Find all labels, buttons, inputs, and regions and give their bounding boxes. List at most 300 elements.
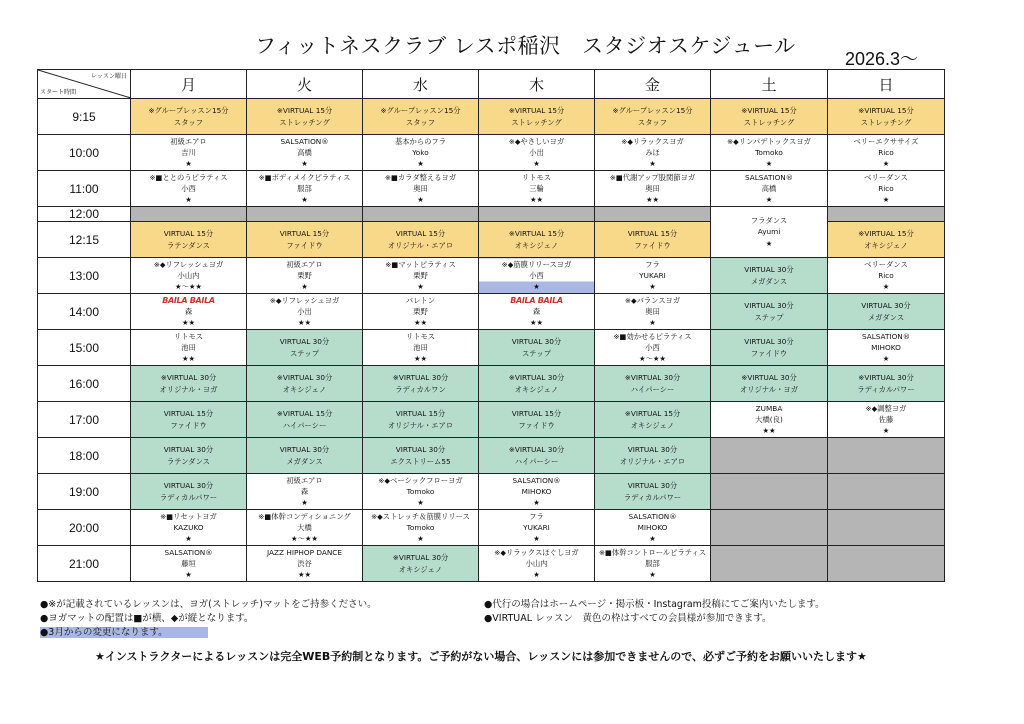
- lesson-instructor: 服部: [297, 183, 312, 193]
- lesson-intensity: ★: [185, 195, 192, 205]
- lesson-instructor: 池田: [413, 342, 428, 352]
- lesson-instructor: 奥田: [413, 183, 428, 193]
- lesson-instructor: オキシジェノ: [514, 240, 559, 250]
- lesson-instructor: ファイドウ: [286, 240, 323, 250]
- lesson-instructor: 藤垣: [181, 558, 196, 568]
- lesson-cell-fri: [595, 330, 711, 366]
- lesson-cell-wed: [363, 330, 479, 366]
- lesson-instructor: メガダンス: [286, 456, 323, 466]
- lesson-intensity: ★: [301, 159, 308, 169]
- lesson-intensity: ★: [533, 282, 540, 292]
- schedule-row: [38, 207, 945, 222]
- lesson-name: ベリーエクササイズ: [853, 136, 919, 146]
- time-cell: 15:00: [38, 330, 131, 366]
- lesson-instructor: 佐藤: [878, 414, 894, 424]
- note-mat: ●※が記載されているレッスンは、ヨガ(ストレッチ)マットをご持参ください。: [40, 599, 377, 610]
- lesson-cell-sat: [711, 99, 828, 135]
- lesson-cell-sun: [828, 546, 945, 582]
- lesson-instructor: 小山内: [525, 558, 548, 568]
- notes-left: [40, 598, 377, 640]
- lesson-cell-wed: [363, 99, 479, 135]
- lesson-cell-mon: [131, 402, 247, 438]
- lesson-cell-tue: [247, 402, 363, 438]
- lesson-name: ※VIRTUAL 15分: [858, 106, 914, 116]
- lesson-name: ※VIRTUAL 15分: [624, 409, 681, 419]
- time-cell: 12:15: [38, 222, 131, 258]
- lesson-cell-tue: [247, 294, 363, 330]
- lesson-name: ※VIRTUAL 30分: [624, 373, 681, 383]
- lesson-name: バレトン: [405, 295, 436, 305]
- reservation-notice: ★インストラクターによるレッスンは完全WEB予約制となります。ご予約がない場合、レッスンには参加できませんので、必ずご予約をお願いいたします★: [95, 650, 867, 663]
- lesson-name: VIRTUAL 15分: [395, 229, 446, 239]
- lesson-instructor: 奥田: [645, 183, 660, 193]
- lesson-cell-sun: [828, 171, 945, 207]
- corner-label-time: スタート時間: [40, 89, 77, 96]
- lesson-instructor: ファイドウ: [170, 420, 207, 430]
- schedule-row: [38, 402, 945, 438]
- lesson-cell-sat: [711, 207, 828, 258]
- lesson-instructor: オキシジェノ: [864, 240, 908, 250]
- lesson-cell-mon: [131, 294, 247, 330]
- lesson-name: ※VIRTUAL 30分: [508, 373, 565, 383]
- lesson-intensity: ★★: [181, 354, 196, 364]
- lesson-name: ※■代謝アップ股関節ヨガ: [609, 172, 696, 182]
- lesson-name: VIRTUAL 30分: [744, 265, 794, 275]
- lesson-name: フラダンス: [750, 216, 788, 226]
- lesson-cell-sun: [828, 510, 945, 546]
- lesson-instructor: ストレッチング: [511, 117, 562, 127]
- lesson-instructor: 小出: [529, 147, 544, 157]
- lesson-instructor: 奥田: [645, 306, 660, 316]
- time-cell: 19:00: [38, 474, 131, 510]
- lesson-cell-sat: [711, 258, 828, 294]
- lesson-intensity: ★: [301, 195, 308, 205]
- lesson-cell-mon: [131, 222, 247, 258]
- lesson-instructor: ステップ: [289, 348, 320, 358]
- lesson-name: JAZZ HIPHOP DANCE: [267, 547, 342, 557]
- lesson-intensity: ★～★★: [175, 282, 202, 292]
- lesson-cell-tue: [247, 258, 363, 294]
- time-cell: 12:00: [38, 207, 131, 222]
- lesson-intensity: ★: [301, 498, 308, 508]
- lesson-cell-fri: [595, 207, 711, 222]
- lesson-cell-sat: [711, 474, 828, 510]
- lesson-cell-sun: [828, 207, 945, 222]
- lesson-instructor: 森: [532, 306, 541, 316]
- lesson-cell-sat: [711, 438, 828, 474]
- lesson-intensity: ★: [649, 282, 656, 292]
- schedule-row: [38, 474, 945, 510]
- lesson-name: ※VIRTUAL 15分: [276, 409, 333, 419]
- lesson-cell-sun: [828, 438, 945, 474]
- lesson-intensity: ★: [649, 159, 656, 169]
- lesson-instructor: MIHOKO: [871, 342, 901, 352]
- lesson-name: ※◆リフレッシュヨガ: [153, 259, 224, 269]
- lesson-name: VIRTUAL 30分: [627, 481, 678, 491]
- lesson-name: VIRTUAL 15分: [511, 409, 562, 419]
- lesson-intensity: ★: [649, 318, 656, 328]
- lesson-instructor: ラディカルパワー: [623, 492, 682, 502]
- lesson-instructor: メガダンス: [867, 312, 905, 322]
- lesson-instructor: オリジナル・エアロ: [619, 456, 686, 466]
- corner-cell: [38, 70, 131, 99]
- lesson-name: VIRTUAL 15分: [163, 409, 214, 419]
- lesson-intensity: ★: [417, 534, 424, 544]
- lesson-cell-tue: [247, 135, 363, 171]
- lesson-instructor: 栗野: [413, 270, 428, 280]
- lesson-instructor: 高橋: [297, 147, 312, 157]
- lesson-instructor: ステップ: [521, 348, 552, 358]
- lesson-name: ※VIRTUAL 30分: [392, 373, 449, 383]
- lesson-name: ※■マットピラティス: [385, 259, 456, 269]
- lesson-intensity: ★★: [413, 318, 428, 328]
- lesson-instructor: ファイドウ: [518, 420, 555, 430]
- lesson-instructor: Rico: [878, 183, 894, 193]
- lesson-cell-fri: [595, 366, 711, 402]
- lesson-cell-thu: [479, 510, 595, 546]
- lesson-cell-thu: [479, 402, 595, 438]
- lesson-instructor: オキシジェノ: [514, 384, 559, 394]
- lesson-intensity: ★: [765, 195, 773, 205]
- lesson-instructor: 吉川: [181, 147, 196, 157]
- lesson-name: 基本からのフラ: [394, 136, 447, 146]
- schedule-table: [37, 69, 945, 582]
- lesson-intensity: ★: [185, 570, 192, 580]
- lesson-intensity: ★★: [529, 195, 544, 205]
- lesson-instructor: KAZUKO: [173, 522, 204, 532]
- lesson-cell-wed: [363, 135, 479, 171]
- lesson-name: ※VIRTUAL 30分: [276, 373, 333, 383]
- lesson-name: ※■カラダ整えるヨガ: [384, 172, 457, 182]
- lesson-cell-mon: [131, 135, 247, 171]
- notes-right: [484, 598, 825, 626]
- lesson-name: ※◆リラックスほぐしヨガ: [494, 547, 579, 557]
- lesson-name: ※◆リフレッシュヨガ: [269, 295, 340, 305]
- lesson-cell-sat: [711, 294, 828, 330]
- lesson-instructor: ラテンダンス: [167, 456, 210, 466]
- lesson-cell-sun: [828, 474, 945, 510]
- lesson-name: SALSATION®: [280, 136, 329, 146]
- lesson-cell-fri: [595, 222, 711, 258]
- lesson-cell-tue: [247, 510, 363, 546]
- lesson-instructor: 服部: [645, 558, 660, 568]
- lesson-intensity: ★: [185, 534, 192, 544]
- lesson-name: SALSATION®: [512, 475, 561, 485]
- lesson-instructor: オキシジェノ: [630, 420, 675, 430]
- lesson-name: ZUMBA: [755, 403, 783, 413]
- lesson-instructor: オリジナル・エアロ: [387, 420, 454, 430]
- schedule-row: [38, 366, 945, 402]
- lesson-cell-thu: [479, 366, 595, 402]
- lesson-cell-sat: [711, 135, 828, 171]
- lesson-instructor: 小西: [529, 270, 544, 280]
- lesson-instructor: Tomoko: [406, 522, 435, 532]
- lesson-instructor: ラディカルパワー: [857, 384, 915, 394]
- lesson-cell-wed: [363, 258, 479, 294]
- lesson-intensity: ★: [417, 282, 424, 292]
- lesson-intensity: ★: [882, 426, 890, 436]
- lesson-cell-wed: [363, 546, 479, 582]
- lesson-name: SALSATION®: [628, 511, 677, 521]
- lesson-cell-sat: [711, 510, 828, 546]
- lesson-name: VIRTUAL 15分: [627, 229, 678, 239]
- lesson-instructor: 森: [300, 486, 309, 496]
- day-header-wed: 水: [363, 70, 479, 99]
- day-header-mon: 月: [131, 70, 247, 99]
- lesson-instructor: ハイパーシー: [282, 420, 327, 430]
- lesson-instructor: ラディカルワン: [395, 384, 446, 394]
- lesson-instructor: オキシジェノ: [398, 564, 443, 574]
- lesson-name: VIRTUAL 30分: [511, 337, 562, 347]
- header-row: [38, 70, 945, 99]
- lesson-instructor: Tomoko: [755, 147, 783, 157]
- lesson-cell-sun: [828, 99, 945, 135]
- lesson-name: ※VIRTUAL 15分: [858, 229, 914, 239]
- lesson-instructor: エクストリーム55: [390, 456, 451, 466]
- lesson-intensity: ★: [649, 570, 656, 580]
- time-cell: 11:00: [38, 171, 131, 207]
- note-change-highlight: ●3月からの変更になります。: [40, 627, 208, 638]
- lesson-cell-fri: [595, 546, 711, 582]
- lesson-instructor: MIHOKO: [521, 486, 552, 496]
- lesson-name: ※◆リンパデトックスヨガ: [727, 136, 811, 146]
- lesson-cell-sat: [711, 330, 828, 366]
- lesson-intensity: ★: [301, 282, 308, 292]
- schedule-body: [38, 99, 945, 582]
- lesson-cell-fri: [595, 510, 711, 546]
- lesson-name: リトモス: [405, 331, 436, 341]
- schedule-row: [38, 510, 945, 546]
- lesson-name: VIRTUAL 30分: [744, 337, 794, 347]
- lesson-instructor: 渋谷: [297, 558, 312, 568]
- lesson-name: VIRTUAL 15分: [279, 229, 330, 239]
- lesson-cell-mon: [131, 510, 247, 546]
- lesson-cell-thu: [479, 546, 595, 582]
- lesson-instructor: 大橋: [297, 522, 312, 532]
- lesson-name: ※VIRTUAL 30分: [741, 373, 797, 383]
- lesson-name: 初級エアロ: [286, 259, 323, 269]
- time-cell: 17:00: [38, 402, 131, 438]
- lesson-name: ※◆ストレッチ＆筋膜リリース: [371, 511, 470, 521]
- lesson-cell-wed: [363, 222, 479, 258]
- lesson-cell-sun: [828, 294, 945, 330]
- lesson-name: リトモス: [173, 331, 204, 341]
- day-header-tue: 火: [247, 70, 363, 99]
- lesson-name: ※■効かせるピラティス: [613, 331, 692, 341]
- lesson-name: VIRTUAL 30分: [395, 445, 446, 455]
- lesson-instructor: オリジナル・エアロ: [387, 240, 454, 250]
- lesson-name: ※VIRTUAL 15分: [741, 106, 797, 116]
- lesson-instructor: みほ: [645, 147, 660, 157]
- lesson-name: SALSATION®: [861, 331, 911, 341]
- lesson-intensity: ★★: [762, 426, 776, 436]
- lesson-cell-wed: [363, 294, 479, 330]
- lesson-cell-thu: [479, 330, 595, 366]
- lesson-intensity: ★★: [645, 195, 660, 205]
- schedule-row: [38, 258, 945, 294]
- day-header-thu: 木: [479, 70, 595, 99]
- lesson-intensity: ★: [649, 534, 656, 544]
- lesson-instructor: 小西: [181, 183, 196, 193]
- page-title: フィットネスクラブ レスポ稲沢 スタジオスケジュール: [255, 34, 796, 58]
- lesson-intensity: ★: [882, 282, 890, 292]
- lesson-instructor: 小山内: [177, 270, 200, 280]
- lesson-cell-sat: [711, 366, 828, 402]
- lesson-name: VIRTUAL 30分: [279, 445, 330, 455]
- lesson-name: ※■体幹コントロールピラティス: [598, 547, 707, 557]
- lesson-instructor: ストレッチング: [860, 117, 912, 127]
- lesson-instructor: スタッフ: [173, 117, 204, 127]
- lesson-cell-fri: [595, 474, 711, 510]
- day-header-sun: 日: [828, 70, 945, 99]
- lesson-instructor: Rico: [878, 270, 894, 280]
- lesson-instructor: 栗野: [297, 270, 312, 280]
- lesson-intensity: ★: [765, 238, 773, 248]
- lesson-name: 初級エアロ: [286, 475, 323, 485]
- lesson-name: ※VIRTUAL 15分: [508, 106, 565, 116]
- lesson-cell-fri: [595, 258, 711, 294]
- lesson-name: VIRTUAL 30分: [627, 445, 678, 455]
- lesson-name: ベリーダンス: [864, 172, 908, 182]
- lesson-name: VIRTUAL 30分: [279, 337, 330, 347]
- time-cell: 10:00: [38, 135, 131, 171]
- lesson-name: リトモス: [521, 172, 552, 182]
- lesson-cell-wed: [363, 366, 479, 402]
- lesson-cell-fri: [595, 99, 711, 135]
- lesson-intensity: ★: [417, 159, 424, 169]
- lesson-intensity: ★～★★: [639, 354, 666, 364]
- lesson-name: ※◆バランスヨガ: [624, 295, 681, 305]
- lesson-instructor: ハイパーシー: [630, 384, 675, 394]
- lesson-cell-fri: [595, 402, 711, 438]
- lesson-name: ※■ボディメイクピラティス: [258, 172, 351, 182]
- lesson-intensity: ★★: [529, 318, 544, 328]
- lesson-instructor: 森: [184, 306, 193, 316]
- lesson-name: ベリーダンス: [864, 259, 908, 269]
- lesson-cell-sat: [711, 171, 828, 207]
- lesson-instructor: ステップ: [754, 312, 784, 322]
- lesson-cell-wed: [363, 474, 479, 510]
- lesson-instructor: ハイパーシー: [514, 456, 559, 466]
- lesson-cell-mon: [131, 366, 247, 402]
- lesson-cell-sat: [711, 402, 828, 438]
- lesson-intensity: ★: [533, 570, 540, 580]
- lesson-instructor: 大橋(良): [755, 414, 783, 424]
- lesson-intensity: ★: [417, 498, 424, 508]
- time-cell: 9:15: [38, 99, 131, 135]
- lesson-instructor: MIHOKO: [637, 522, 668, 532]
- schedule-row: [38, 294, 945, 330]
- lesson-instructor: メガダンス: [750, 276, 788, 286]
- lesson-cell-thu: [479, 99, 595, 135]
- note-virtual: ●VIRTUAL レッスン 黄色の枠はすべての会員様が参加できます。: [484, 613, 772, 624]
- lesson-cell-sun: [828, 222, 945, 258]
- lesson-name: ※◆ベーシックフローヨガ: [378, 475, 463, 485]
- lesson-cell-mon: [131, 171, 247, 207]
- time-cell: 18:00: [38, 438, 131, 474]
- lesson-name: 初級エアロ: [170, 136, 207, 146]
- lesson-instructor: Rico: [878, 147, 894, 157]
- lesson-cell-tue: [247, 207, 363, 222]
- lesson-intensity: ★: [882, 159, 890, 169]
- lesson-instructor: スタッフ: [405, 117, 436, 127]
- lesson-name: フラ: [529, 511, 544, 521]
- lesson-intensity: ★★: [297, 570, 312, 580]
- lesson-instructor: 三輪: [529, 183, 544, 193]
- lesson-intensity: ★: [185, 159, 192, 169]
- lesson-cell-tue: [247, 474, 363, 510]
- lesson-instructor: 小西: [645, 342, 660, 352]
- lesson-instructor: Ayumi: [757, 227, 781, 237]
- lesson-instructor: ラディカルパワー: [159, 492, 218, 502]
- note-substitute: ●代行の場合はホームページ・掲示板・Instagram投稿にてご案内いたします。: [484, 599, 825, 610]
- lesson-name: ※◆調整ヨガ: [865, 403, 907, 413]
- lesson-cell-tue: [247, 99, 363, 135]
- lesson-instructor: ラテンダンス: [167, 240, 210, 250]
- lesson-instructor: Yoko: [412, 147, 429, 157]
- lesson-name: VIRTUAL 30分: [861, 301, 911, 311]
- lesson-instructor: オリジナル・ヨガ: [159, 384, 218, 394]
- time-cell: 14:00: [38, 294, 131, 330]
- lesson-intensity: ★★: [181, 318, 196, 328]
- lesson-cell-sun: [828, 330, 945, 366]
- lesson-cell-thu: [479, 171, 595, 207]
- lesson-name: ※VIRTUAL 30分: [392, 553, 449, 563]
- lesson-instructor: オキシジェノ: [282, 384, 327, 394]
- lesson-intensity: ★: [882, 195, 890, 205]
- day-header-fri: 金: [595, 70, 711, 99]
- lesson-cell-mon: [131, 546, 247, 582]
- lesson-name: VIRTUAL 15分: [395, 409, 446, 419]
- time-cell: 16:00: [38, 366, 131, 402]
- lesson-instructor: スタッフ: [637, 117, 668, 127]
- lesson-intensity: ★～★★: [291, 534, 318, 544]
- lesson-name: ※◆やさしいヨガ: [508, 136, 565, 146]
- lesson-cell-tue: [247, 171, 363, 207]
- day-header-sat: 土: [711, 70, 828, 99]
- lesson-name: ※■体幹コンディショニング: [258, 511, 351, 521]
- schedule-row: [38, 99, 945, 135]
- lesson-cell-mon: [131, 99, 247, 135]
- lesson-instructor: 高橋: [761, 183, 777, 193]
- lesson-cell-wed: [363, 402, 479, 438]
- lesson-name: ※VIRTUAL 30分: [160, 373, 217, 383]
- lesson-cell-tue: [247, 330, 363, 366]
- lesson-name: VIRTUAL 30分: [744, 301, 794, 311]
- lesson-cell-wed: [363, 207, 479, 222]
- lesson-cell-thu: [479, 222, 595, 258]
- lesson-intensity: ★: [533, 498, 540, 508]
- time-cell: 20:00: [38, 510, 131, 546]
- schedule-row: [38, 135, 945, 171]
- lesson-intensity: ★: [533, 159, 540, 169]
- lesson-name: ※グループレッスン15分: [612, 106, 693, 116]
- lesson-name: ※VIRTUAL 30分: [858, 373, 914, 383]
- time-cell: 21:00: [38, 546, 131, 582]
- lesson-name: ※VIRTUAL 30分: [508, 445, 565, 455]
- lesson-cell-fri: [595, 171, 711, 207]
- lesson-cell-thu: [479, 294, 595, 330]
- lesson-name: VIRTUAL 15分: [163, 229, 214, 239]
- lesson-name: VIRTUAL 30分: [163, 481, 214, 491]
- lesson-cell-tue: [247, 546, 363, 582]
- lesson-intensity: ★★: [297, 318, 312, 328]
- lesson-cell-mon: [131, 258, 247, 294]
- lesson-cell-thu: [479, 438, 595, 474]
- lesson-cell-wed: [363, 438, 479, 474]
- lesson-cell-mon: [131, 330, 247, 366]
- baila-logo: BAILA BAILA: [510, 295, 563, 305]
